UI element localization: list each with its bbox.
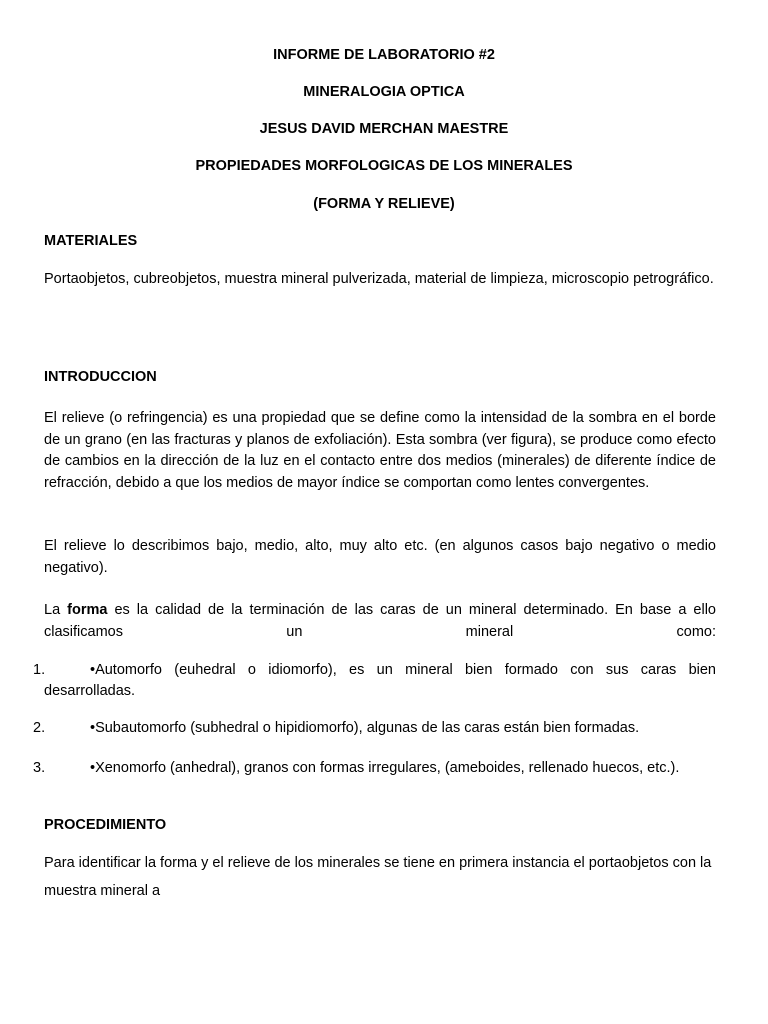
author-name: JESUS DAVID MERCHAN MAESTRE	[259, 121, 509, 137]
paragraph-3-line-2: clasificamos un mineral como:	[44, 623, 716, 640]
introduccion-paragraph-1: El relieve (o refringencia) es una propiedad que se define como la intensidad de la sombra en el borde de un grano (en las fracturas y planos de exfoliación). Esta sombra (ver figura), se produce como efecto de cambios en la dirección de la luz en el contacto entre dos medios (minerales) de diferente índice de refracción, debido a que los medios de mayor índice se comportan como lentes convergentes.	[44, 410, 716, 491]
introduccion-paragraph-2: El relieve lo describimos bajo, medio, alto, muy alto etc. (en algunos casos bajo negativo o medio negativo).	[44, 538, 716, 576]
course-title: MINERALOGIA OPTICA	[303, 84, 465, 100]
list-item-1-line-2: desarrolladas.	[44, 683, 136, 699]
procedimiento-text: Para identificar la forma y el relieve de los minerales se tiene en primera instancia el portaobjetos con la muestra mineral a	[44, 855, 712, 899]
list-item-3-number: 3.	[33, 760, 46, 776]
forma-term: forma	[67, 602, 108, 618]
paragraph-3-post: es la calidad de la terminación de las caras de un mineral determinado. En base a ello	[107, 602, 716, 618]
topic-title: PROPIEDADES MORFOLOGICAS DE LOS MINERALES	[195, 158, 573, 174]
paragraph-3-line-1	[44, 600, 716, 622]
list-item-1-number: 1.	[33, 662, 46, 678]
introduccion-heading: INTRODUCCION	[44, 369, 157, 385]
introduccion-paragraph-3	[44, 600, 716, 643]
list-item-2-number: 2.	[33, 720, 46, 736]
list-item-2-line-1: •Subautomorfo (subhedral o hipidiomorfo), algunas de las caras están bien formadas.	[90, 720, 640, 736]
list-item-3-line-1: •Xenomorfo (anhedral), granos con formas irregulares, (ameboides, rellenado huecos, etc.).	[90, 760, 680, 776]
materiales-heading: MATERIALES	[44, 233, 138, 249]
procedimiento-heading: PROCEDIMIENTO	[44, 817, 167, 833]
paragraph-3-pre: La	[44, 602, 68, 618]
report-title: INFORME DE LABORATORIO #2	[273, 47, 495, 63]
list-item-1-line-1: •Automorfo (euhedral o idiomorfo), es un mineral bien formado con sus caras bien	[90, 662, 716, 678]
topic-subtitle: (FORMA Y RELIEVE)	[313, 196, 455, 212]
materiales-text: Portaobjetos, cubreobjetos, muestra mineral pulverizada, material de limpieza, microscopio petrográfico.	[44, 271, 714, 287]
